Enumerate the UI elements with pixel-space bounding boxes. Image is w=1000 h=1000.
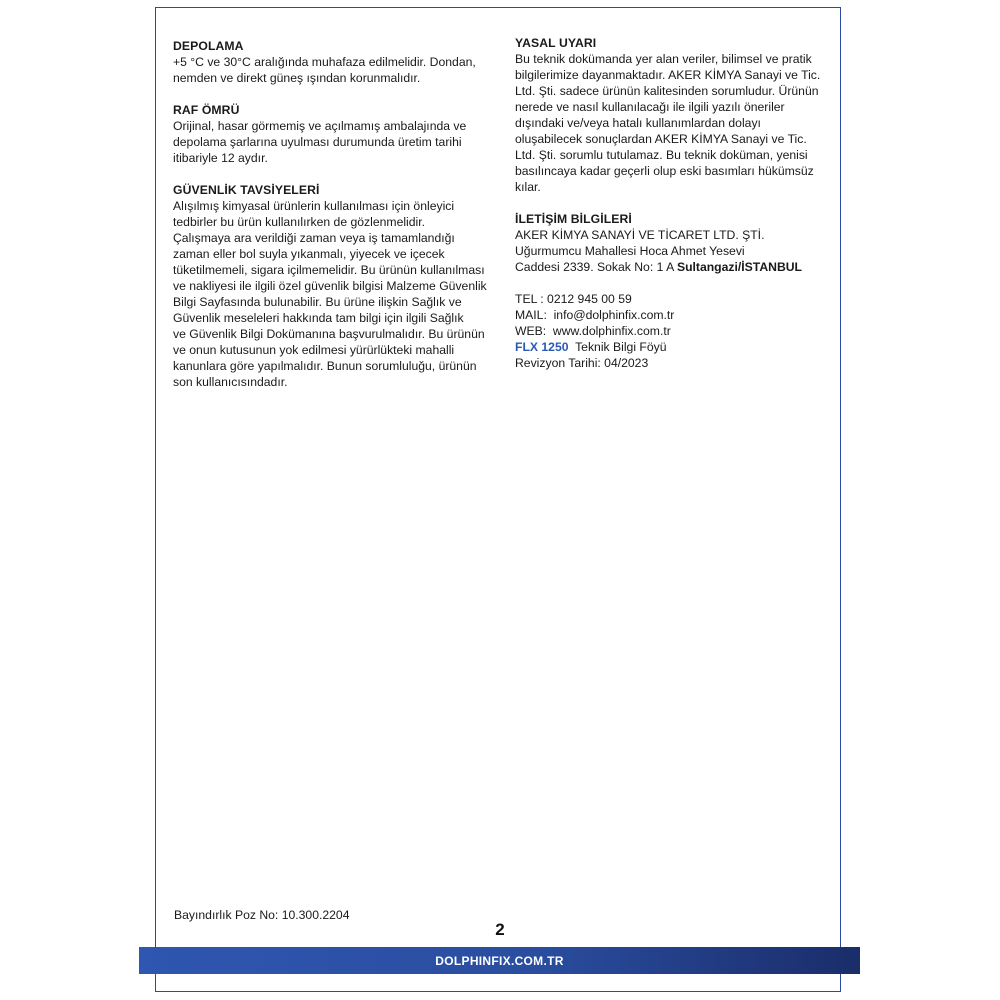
legal-text: Bu teknik dokümanda yer alan veriler, bilimsel ve pratik bilgilerimize dayanmaktadır. AKER KİMYA Sanayi ve Tic. Ltd. Şti. sadece ürünün kalitesinden sorumludur. Ürünün nerede ve nasıl kullanılacağı ile ilgili yazılı öneriler dışındaki ve/veya hatalı kullanımlardan dolayı oluşabilecek sonuçlardan AKER KİMYA Sanayi ve Tic. Ltd. Şti. sorumlu tutulamaz. Bu teknik doküman, yenisi basılıncaya kadar geçerli olup eski basımları hükümsüz kılar. (515, 52, 821, 194)
address-city: İSTANBUL (741, 260, 802, 274)
footer-bar (139, 947, 860, 974)
contact-web[interactable]: WEB: www.dolphinfix.com.tr (515, 324, 671, 338)
contact-mail[interactable]: MAIL: info@dolphinfix.com.tr (515, 308, 675, 322)
storage-heading: DEPOLAMA (173, 39, 244, 53)
legal-section (515, 35, 835, 195)
legal-heading: YASAL UYARI (515, 36, 597, 50)
storage-section (173, 38, 508, 86)
product-line (515, 339, 835, 355)
address-district: Sultangazi (676, 260, 738, 274)
shelf-life-section (173, 102, 508, 166)
revision-date: Revizyon Tarihi: 04/2023 (515, 356, 649, 370)
address-line-2 (515, 259, 835, 275)
page-number: 2 (495, 920, 505, 939)
address-separator: / (737, 260, 742, 274)
address-street: Caddesi 2339. Sokak No: 1 A (515, 260, 677, 274)
safety-heading: GÜVENLİK TAVSİYELERİ (173, 183, 320, 197)
contact-heading: İLETİŞİM BİLGİLERİ (515, 212, 632, 226)
safety-section (173, 182, 508, 390)
contact-tel: TEL : 0212 945 00 59 (515, 292, 632, 306)
storage-text: +5 °C ve 30°C aralığında muhafaza edilmelidir. Dondan, nemden ve direkt güneş ışından korunmalıdır. (173, 55, 476, 85)
left-column (173, 38, 508, 406)
contact-section (515, 211, 835, 371)
spacer (515, 275, 835, 291)
address-line-1: Uğurmumcu Mahallesi Hoca Ahmet Yesevi (515, 244, 745, 258)
poz-number: Bayındırlık Poz No: 10.300.2204 (174, 908, 350, 922)
shelf-life-heading: RAF ÖMRÜ (173, 103, 240, 117)
product-code: FLX 1250 (515, 340, 569, 354)
footer-url-link[interactable]: DOLPHINFIX.COM.TR (435, 953, 564, 968)
document-type: Teknik Bilgi Föyü (568, 340, 667, 354)
safety-text: Alışılmış kimyasal ürünlerin kullanılması için önleyici tedbirler bu ürün kullanılırken de gözlenmelidir. Çalışmaya ara verildiği zaman veya iş tamamlandığı zaman eller bol suyla yıkanmalı, yiyecek ve içecek tüketilmemeli, sigara içilmemelidir. Bu ürünün kullanılması ve nakliyesi ile ilgili özel güvenlik bilgisi Malzeme Güvenlik Bilgi Sayfasında bulunabilir. Bu ürüne ilişkin Sağlık ve Güvenlik meseleleri hakkında tam bilgi için ilgili Sağlık ve Güvenlik Bilgi Dokümanına başvurulmalıdır. Bu ürünün ve onun kutusunun yok edilmesi yürürlükteki mahalli kanunlara göre yapılmalıdır. Bunun sorumluluğu, ürünün son kullanıcısındadır. (173, 199, 487, 389)
right-column (515, 35, 835, 387)
company-name: AKER KİMYA SANAYİ VE TİCARET LTD. ŞTİ. (515, 228, 765, 242)
shelf-life-text: Orijinal, hasar görmemiş ve açılmamış ambalajında ve depolama şarlarına uyulması durumunda üretim tarihi itibariyle 12 aydır. (173, 119, 467, 165)
